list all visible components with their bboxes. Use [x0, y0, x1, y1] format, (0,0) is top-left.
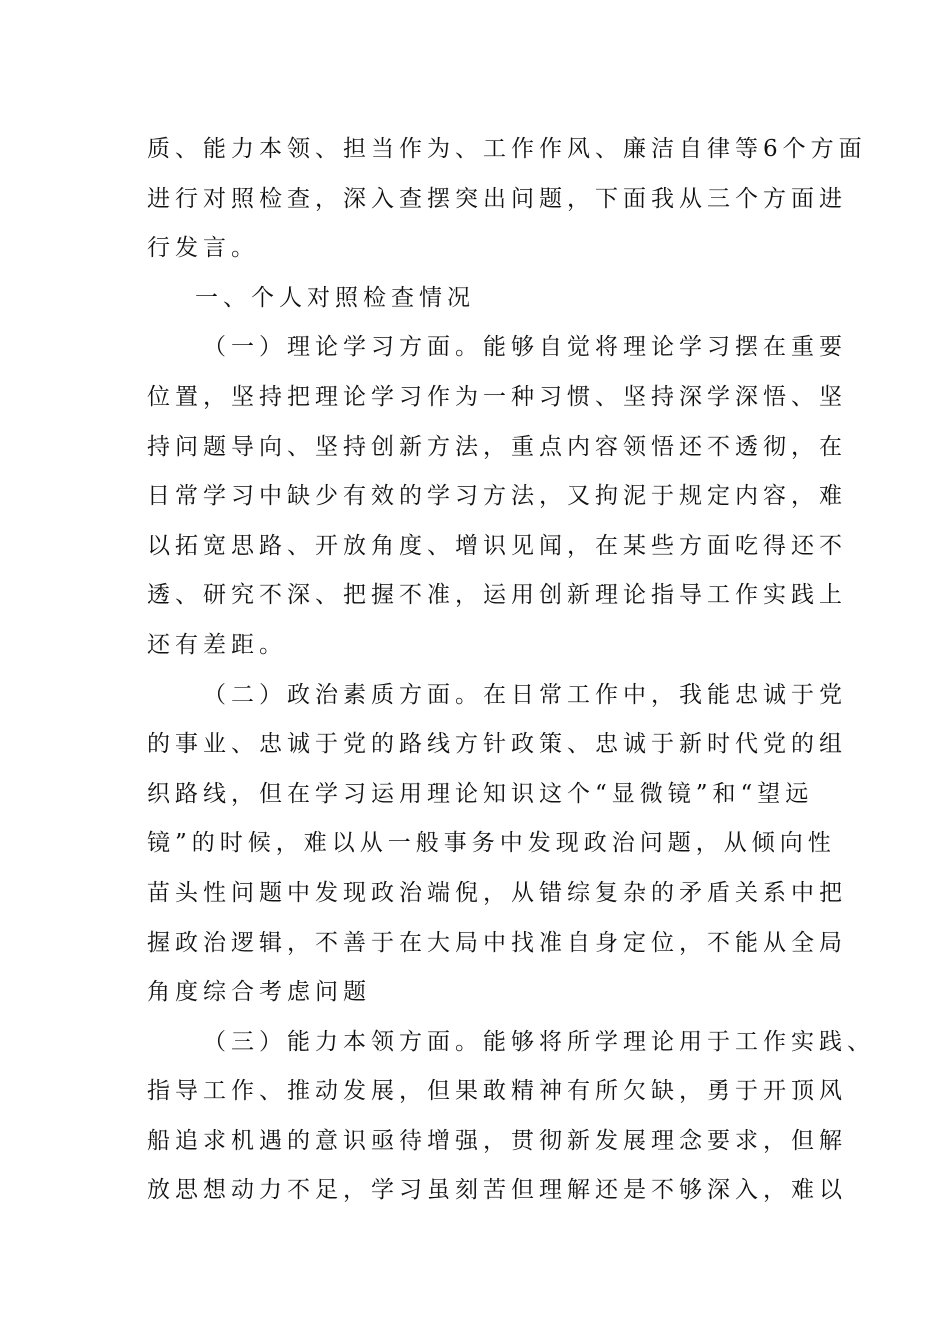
text-line: 船追求机遇的意识亟待增强，贯彻新发展理念要求，但解 [147, 1127, 847, 1154]
paragraph-start: （二）政治素质方面。在日常工作中，我能忠诚于党 [203, 681, 847, 708]
section-heading: 一、个人对照检查情况 [195, 284, 475, 311]
paragraph-start: （一）理论学习方面。能够自觉将理论学习摆在重要 [203, 334, 847, 361]
text-line: 的事业、忠诚于党的路线方针政策、忠诚于新时代党的组 [147, 731, 847, 758]
text-line: 进行对照检查，深入查摆突出问题，下面我从三个方面进 [147, 185, 847, 212]
text-line: 苗头性问题中发现政治端倪，从错综复杂的矛盾关系中把 [147, 879, 847, 906]
text-line: 镜”的时候，难以从一般事务中发现政治问题，从倾向性 [147, 830, 836, 857]
text-line: 还有差距。 [147, 631, 287, 658]
text-line: 质、能力本领、担当作为、工作作风、廉洁自律等6个方面 [147, 136, 867, 162]
text-line: 持问题导向、坚持创新方法，重点内容领悟还不透彻，在 [147, 433, 847, 460]
text-line: 透、研究不深、把握不准，运用创新理论指导工作实践上 [147, 582, 847, 609]
text-line: 以拓宽思路、开放角度、增识见闻，在某些方面吃得还不 [147, 532, 847, 559]
text-line: 织路线，但在学习运用理论知识这个“显微镜”和“望远 [147, 780, 814, 807]
text-line: 指导工作、推动发展，但果敢精神有所欠缺，勇于开顶风 [147, 1078, 847, 1105]
text-line: 日常学习中缺少有效的学习方法，又拘泥于规定内容，难 [147, 483, 847, 510]
text-line: 放思想动力不足，学习虽刻苦但理解还是不够深入，难以 [147, 1177, 847, 1204]
text-line: 角度综合考虑问题 [147, 979, 371, 1006]
body-text [147, 125, 875, 1216]
text-line: 握政治逻辑，不善于在大局中找准自身定位，不能从全局 [147, 929, 847, 956]
text-line: 位置，坚持把理论学习作为一种习惯、坚持深学深悟、坚 [147, 383, 847, 410]
paragraph-start: （三）能力本领方面。能够将所学理论用于工作实践、 [203, 1028, 875, 1055]
text-line: 行发言。 [147, 235, 259, 262]
